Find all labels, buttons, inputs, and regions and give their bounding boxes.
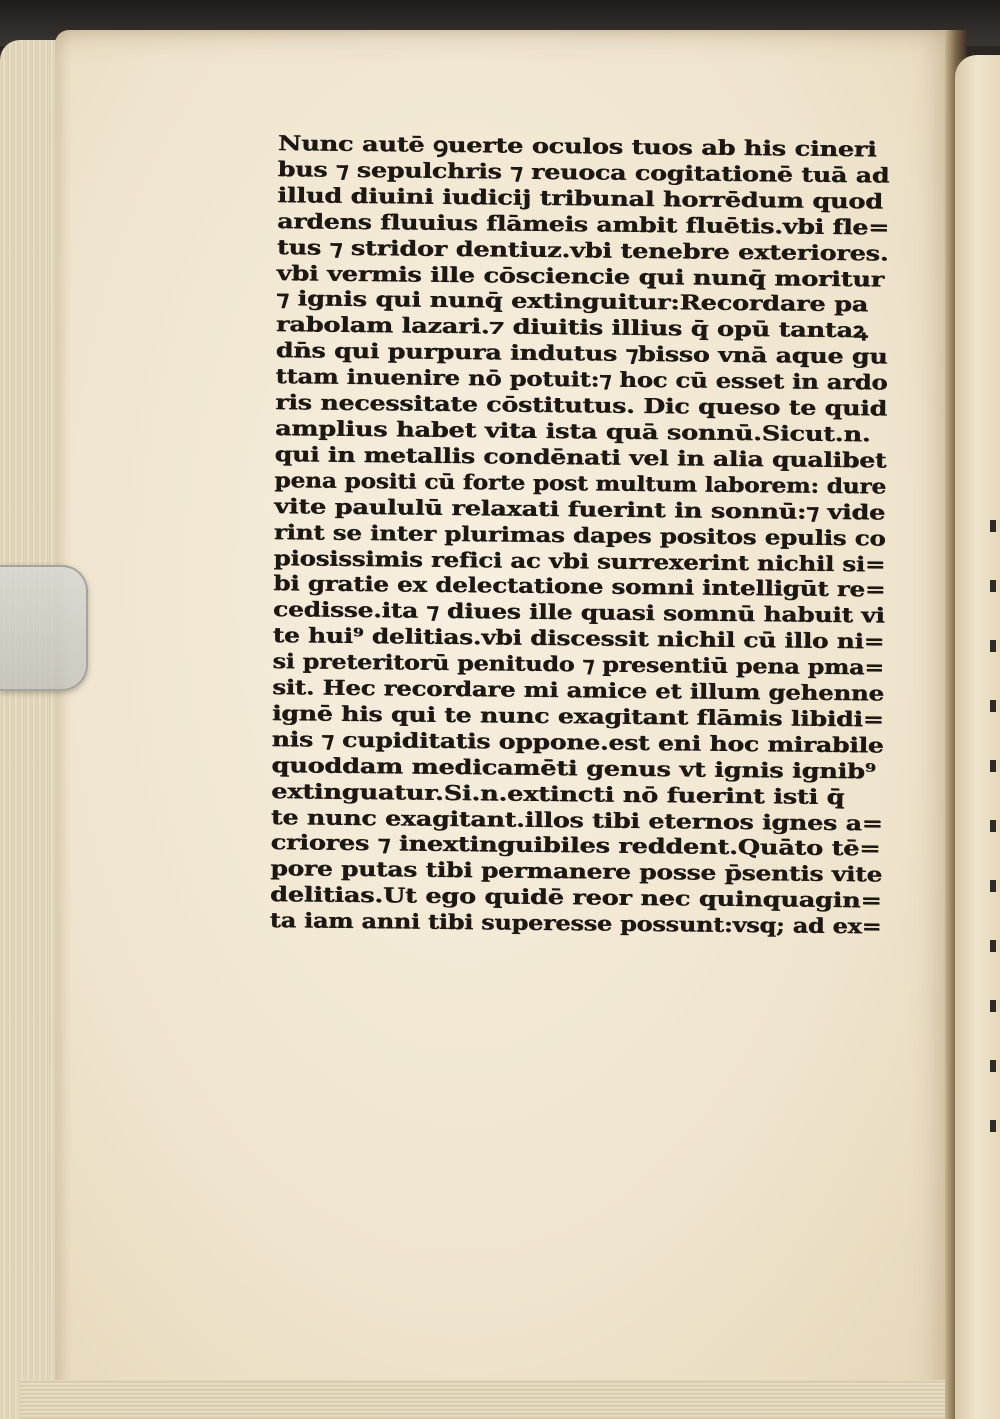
text-line: Nunc autē ꝯuerte oculos tuos ab his cineri <box>277 131 877 162</box>
page-edges-bottom <box>20 1380 960 1419</box>
text-line: delitias.Ut ego quidē reor nec quinquagin= <box>269 882 882 913</box>
text-line: ttam inuenire nō potuit:⁊ hoc cū esset in ardo <box>275 364 888 395</box>
text-line: cedisse.ita ⁊ diues ille quasi somnū habuit vi <box>272 597 885 628</box>
text-line: pena positi cū forte post multum laborem: dure <box>274 467 887 499</box>
text-line: pore putas tibi permanere posse p̄sentis vite <box>270 856 883 887</box>
text-line: bi gratie ex delectatione somni intelligūt re= <box>273 571 886 602</box>
text-line: criores ⁊ inextinguibiles reddent.Quāto tē= <box>270 830 881 861</box>
text-line: qui in metallis condēnati vel in alia qualibet <box>274 441 887 473</box>
text-line: ignē his qui te nunc exagitant flāmis libidi= <box>271 700 884 732</box>
text-line: nis ⁊ cupiditatis oppone.est eni hoc mirabile <box>271 726 884 758</box>
text-line: tus ⁊ stridor dentiuz.vbi tenebre exteriores. <box>276 234 889 266</box>
text-line: dn̄s qui purpura indutus ⁊bisso vnā aque gu <box>275 338 888 369</box>
text-line: vite paululū relaxati fuerint in sonnū:⁊ vide <box>273 493 886 525</box>
text-line: te hui⁹ delitias.vbi discessit nichil cū illo ni= <box>272 623 885 654</box>
text-line: ⁊ ignis qui nunq̄ extinguitur:Recordare pa <box>276 286 869 317</box>
text-line: ardens fluuius flāmeis ambit fluētis.vbi fle= <box>276 208 890 240</box>
text-line: sit. Hec recordare mi amice et illum gehenne <box>272 675 884 706</box>
text-line: extinguatur.Si.n.extincti nō fuerint isti q̄ <box>270 778 845 809</box>
text-line: rabolam lazari.⁊ diuitis illius q̄ opū tantaꝝ <box>275 312 868 343</box>
text-line: bus ⁊ sepulchris ⁊ reuoca cogitationē tuā ad <box>277 156 890 188</box>
text-line: te nunc exagitant.illos tibi eternos ignes a= <box>270 804 883 835</box>
facing-page-text-fragments <box>990 520 1000 1180</box>
text-line: piosissimis refici ac vbi surrexerint nichil si= <box>273 545 886 576</box>
text-line: amplius habet vita ista quā sonnū.Sicut.n. <box>274 415 871 447</box>
text-line: rint se inter plurimas dapes positos epulis co <box>273 519 886 550</box>
text-line: si preteritorū penitudo ⁊ presentiū pena pma= <box>272 649 885 680</box>
text-line: ris necessitate cōstitutus. Dic queso te quid <box>275 390 888 421</box>
text-line: illud diuini iudicij tribunal horrēdum quod <box>277 182 883 214</box>
text-line: ta iam anni tibi superesse possunt:vsq; ad ex= <box>269 908 882 939</box>
page-clip <box>0 565 88 691</box>
text-line: vbi vermis ille cōsciencie qui nunq̄ moritur <box>276 260 884 291</box>
printed-text-block <box>270 131 908 941</box>
text-line: quoddam medicamēti genus vt ignis ignib⁹ <box>271 752 876 784</box>
